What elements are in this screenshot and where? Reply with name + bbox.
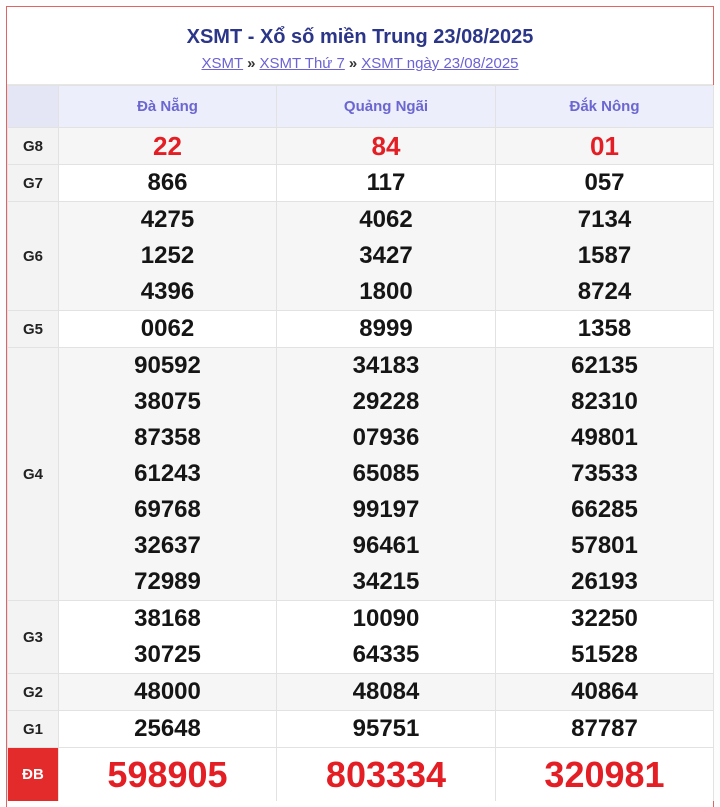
prize-number: 25648 [134,715,201,742]
breadcrumb-link-xsmt-thu-7[interactable]: XSMT Thứ 7 [259,55,345,72]
prize-number: 8724 [577,278,632,305]
prize-label: G4 [8,348,59,601]
prize-number: 22 [153,131,182,161]
prize-cell [496,128,714,165]
prize-label: G3 [8,601,59,674]
prize-cell [59,128,277,165]
prize-number: 38075 [134,388,201,415]
prize-number: 73533 [571,460,638,487]
prize-number: 0062 [140,315,195,342]
prize-number: 07936 [352,424,420,451]
prize-number: 30725 [134,641,201,668]
results-header [7,7,713,85]
prize-number: 49801 [571,424,638,451]
prize-number: 8999 [359,315,413,342]
prize-row [8,202,714,311]
prize-number: 40864 [571,678,638,705]
prize-cell [277,674,496,711]
prize-label: ĐB [8,748,59,802]
prize-number: 57801 [571,532,638,559]
prize-number: 4396 [140,278,195,305]
prize-number: 99197 [352,496,420,523]
prize-label: G7 [8,165,59,202]
prize-number: 4062 [359,206,413,233]
prize-cell [277,128,496,165]
prize-row [8,711,714,748]
breadcrumb-link-xsmt-date[interactable]: XSMT ngày 23/08/2025 [361,55,519,72]
prize-number: 32250 [571,605,638,632]
breadcrumb-link-xsmt[interactable]: XSMT [201,55,244,72]
prize-cell [496,601,714,674]
prize-number: 26193 [571,568,638,595]
prize-cell [277,711,496,748]
prize-number: 598905 [107,753,228,795]
prize-cell [496,748,714,802]
prize-row [8,601,714,674]
prize-number: 117 [366,169,406,196]
prize-cell [496,311,714,348]
prize-number: 866 [147,169,188,196]
prize-row [8,748,714,802]
prize-number: 1358 [577,315,632,342]
prize-number: 96461 [352,532,420,559]
prize-number: 1800 [359,278,413,305]
prize-cell [496,202,714,311]
prize-cell [59,601,277,674]
prize-number: 7134 [577,206,632,233]
prize-cell [59,202,277,311]
prize-number: 32637 [134,532,201,559]
prize-number: 51528 [571,641,638,668]
results-table [7,85,714,801]
prize-number: 87787 [571,715,638,742]
prize-cell [59,711,277,748]
prize-cell [277,348,496,601]
prize-cell [277,202,496,311]
prize-cell [59,165,277,202]
prize-cell [59,311,277,348]
prize-cell [277,748,496,802]
prize-row [8,311,714,348]
prize-number: 95751 [352,715,420,742]
prize-number: 057 [584,169,625,196]
prize-cell [277,601,496,674]
prize-number: 84 [371,131,401,161]
results-panel [6,6,714,807]
prize-number: 34215 [352,568,420,595]
prize-cell [496,711,714,748]
prize-number: 64335 [352,641,420,668]
prize-cell [277,311,496,348]
province-header[interactable]: Đắk Nông [496,86,714,128]
prize-row [8,674,714,711]
province-header-row [8,86,714,128]
prize-number: 48084 [352,678,420,705]
prize-cell [496,165,714,202]
prize-number: 82310 [571,388,638,415]
prize-number: 803334 [325,753,447,795]
prize-label: G2 [8,674,59,711]
prize-number: 3427 [359,242,413,269]
prize-number: 320981 [544,753,665,795]
prize-number: 90592 [134,352,201,379]
prize-number: 1587 [577,242,632,269]
prize-label: G8 [8,128,59,165]
corner-cell [8,86,59,128]
prize-label: G1 [8,711,59,748]
prize-cell [59,674,277,711]
prize-number: 66285 [571,496,638,523]
prize-cell [59,748,277,802]
prize-number: 01 [590,131,619,161]
prize-cell [59,348,277,601]
prize-number: 65085 [352,460,420,487]
breadcrumb-separator: » [247,55,256,72]
prize-number: 62135 [571,352,638,379]
province-header[interactable]: Đà Nẵng [59,86,277,128]
prize-number: 4275 [140,206,195,233]
prize-row [8,348,714,601]
prize-number: 29228 [352,388,420,415]
prize-label: G5 [8,311,59,348]
prize-row [8,128,714,165]
prize-number: 10090 [352,605,420,632]
prize-number: 1252 [140,242,195,269]
prize-number: 48000 [134,678,201,705]
breadcrumb-separator: » [348,55,358,72]
prize-number: 87358 [134,424,201,451]
prize-number: 69768 [134,496,201,523]
page-title: XSMT - Xổ số miền Trung 23/08/2025 [186,26,534,48]
prize-number: 34183 [352,352,420,379]
prize-number: 38168 [134,605,201,632]
province-header[interactable]: Quảng Ngãi [277,86,496,128]
prize-label: G6 [8,202,59,311]
breadcrumb [7,55,713,73]
prize-cell [496,348,714,601]
prize-row [8,165,714,202]
prize-cell [496,674,714,711]
prize-number: 61243 [134,460,201,487]
prize-number: 72989 [134,568,201,595]
prize-cell [277,165,496,202]
